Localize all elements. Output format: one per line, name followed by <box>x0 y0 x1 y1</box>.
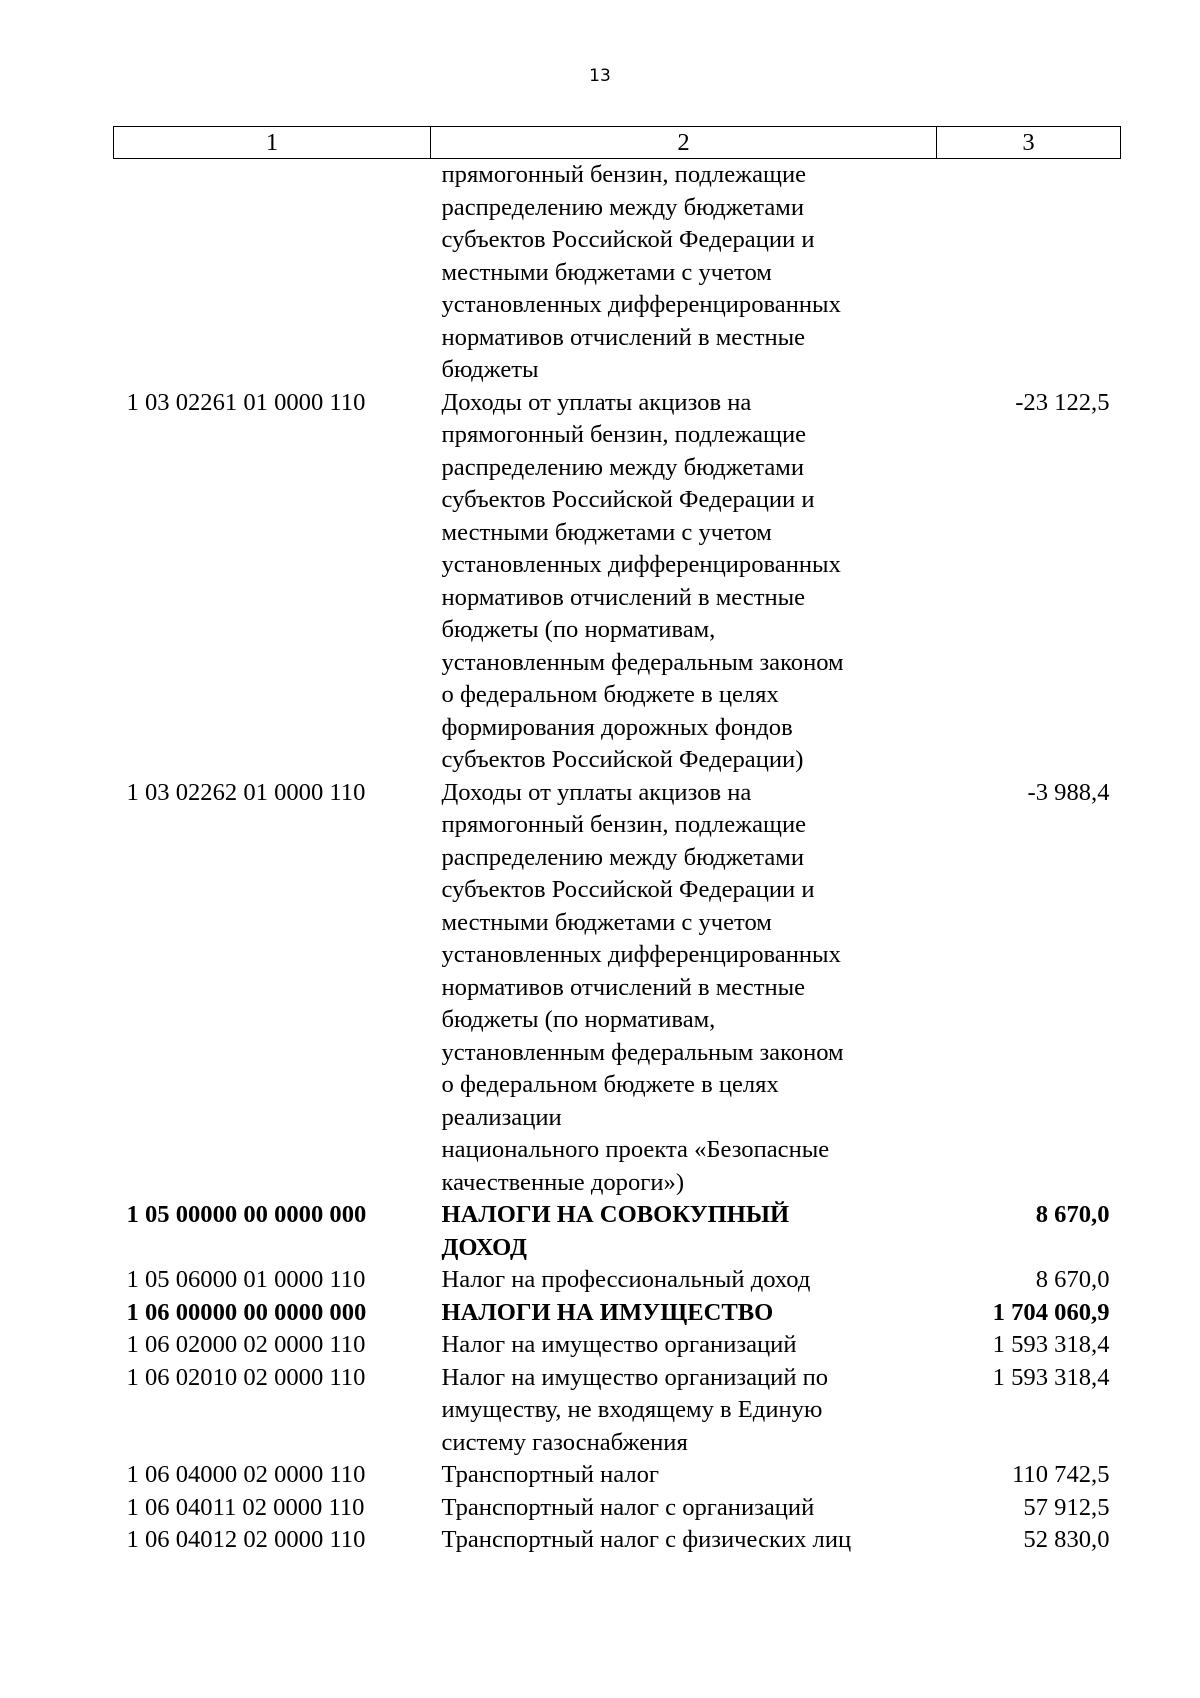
row-name <box>431 387 937 777</box>
row-name-line: Транспортный налог <box>441 1461 660 1488</box>
row-name-line: местными бюджетами с учетом <box>441 908 772 936</box>
row-name <box>431 1459 937 1492</box>
row-name-line: систему газоснабжения <box>441 1428 688 1456</box>
table-row <box>114 1329 1121 1362</box>
row-name-line: Налог на имущество организаций по <box>441 1363 829 1391</box>
table-header <box>114 127 1121 159</box>
row-name-line: Доходы от уплаты акцизов на <box>441 388 752 416</box>
table-row <box>114 1199 1121 1264</box>
row-name <box>431 1492 937 1525</box>
row-code <box>114 159 431 387</box>
table-row <box>114 1264 1121 1297</box>
row-name-line: установленных дифференцированных <box>441 291 841 318</box>
row-amount: 8 670,0 <box>1035 1201 1110 1228</box>
row-name <box>431 1199 937 1264</box>
table-row <box>114 777 1121 1200</box>
row-name-line: установленным федеральным законом <box>441 1038 844 1066</box>
row-amount: -3 988,4 <box>1027 778 1110 806</box>
table-row <box>114 1492 1121 1525</box>
row-name <box>431 777 937 1200</box>
row-code: 1 06 04012 02 0000 110 <box>126 1526 366 1553</box>
table-row <box>114 1459 1121 1492</box>
row-name-line: субъектов Российской Федерации) <box>441 746 804 773</box>
row-amount <box>937 159 1121 387</box>
row-amount: 8 670,0 <box>1035 1266 1110 1293</box>
row-code: 1 03 02262 01 0000 110 <box>126 778 366 806</box>
row-amount: -23 122,5 <box>1015 388 1110 416</box>
row-code: 1 06 02000 02 0000 110 <box>126 1331 366 1358</box>
row-code: 1 06 00000 00 0000 000 <box>126 1298 367 1326</box>
row-name-line: Транспортный налог с организаций <box>441 1493 815 1521</box>
row-name <box>431 1329 937 1362</box>
row-name-line: бюджеты (по нормативам, <box>441 1006 716 1033</box>
row-name-line: Налог на имущество организаций <box>441 1331 797 1358</box>
column-header-code: 1 <box>114 127 431 159</box>
header-row <box>114 127 1121 159</box>
row-name-line: субъектов Российской Федерации и <box>441 876 815 903</box>
row-name-line: установленных дифференцированных <box>441 551 841 578</box>
row-name <box>431 159 937 387</box>
table-row <box>114 387 1121 777</box>
row-name-line: качественные дороги») <box>441 1168 685 1196</box>
page-number: 13 <box>589 66 611 86</box>
table-row <box>114 1524 1121 1557</box>
row-amount: 57 912,5 <box>1023 1493 1110 1521</box>
column-header-name: 2 <box>431 127 937 159</box>
row-name-line: прямогонный бензин, подлежащие <box>441 421 807 448</box>
row-name-line: Налог на профессиональный доход <box>441 1266 811 1293</box>
row-name-line: распределению между бюджетами <box>441 453 804 481</box>
row-name-line: НАЛОГИ НА СОВОКУПНЫЙ <box>441 1201 790 1228</box>
revenue-table <box>113 126 1121 1557</box>
row-name-line: прямогонный бензин, подлежащие <box>441 161 807 188</box>
row-name-line: установленных дифференцированных <box>441 941 841 968</box>
row-name-line: бюджеты <box>441 356 539 383</box>
row-name-line: Доходы от уплаты акцизов на <box>441 778 752 806</box>
row-name-line: национального проекта «Безопасные <box>441 1136 830 1163</box>
row-name-line: субъектов Российской Федерации и <box>441 226 815 253</box>
row-name-line: распределению между бюджетами <box>441 193 804 221</box>
row-name-line: формирования дорожных фондов <box>441 713 793 741</box>
row-name-line: ДОХОД <box>441 1233 527 1261</box>
row-amount: 1 593 318,4 <box>992 1363 1110 1391</box>
row-name-line: субъектов Российской Федерации и <box>441 486 815 513</box>
row-name <box>431 1297 937 1330</box>
row-code: 1 05 00000 00 0000 000 <box>126 1201 367 1228</box>
row-name-line: местными бюджетами с учетом <box>441 258 772 286</box>
row-name-line: бюджеты (по нормативам, <box>441 616 716 643</box>
row-name-line: нормативов отчислений в местные <box>441 583 806 611</box>
row-name-line: нормативов отчислений в местные <box>441 973 806 1001</box>
row-name <box>431 1264 937 1297</box>
row-code: 1 03 02261 01 0000 110 <box>126 388 366 416</box>
column-header-amount: 3 <box>937 127 1121 159</box>
row-name-line: НАЛОГИ НА ИМУЩЕСТВО <box>441 1298 774 1326</box>
row-name <box>431 1362 937 1460</box>
row-code: 1 06 04000 02 0000 110 <box>126 1461 366 1488</box>
row-name-line: нормативов отчислений в местные <box>441 323 806 351</box>
row-name-line: прямогонный бензин, подлежащие <box>441 811 807 838</box>
row-amount: 1 704 060,9 <box>992 1298 1110 1326</box>
row-amount: 1 593 318,4 <box>992 1331 1110 1358</box>
row-name <box>431 1524 937 1557</box>
row-name-line: о федеральном бюджете в целях <box>441 1071 779 1098</box>
row-name-line: Транспортный налог с физических лиц <box>441 1526 852 1553</box>
row-name-line: местными бюджетами с учетом <box>441 518 772 546</box>
row-code: 1 06 04011 02 0000 110 <box>126 1493 365 1521</box>
row-name-line: имуществу, не входящему в Единую <box>441 1396 823 1423</box>
row-code: 1 06 02010 02 0000 110 <box>126 1363 366 1391</box>
row-amount: 110 742,5 <box>1012 1461 1110 1488</box>
table-row <box>114 1297 1121 1330</box>
row-name-line: реализации <box>441 1103 562 1131</box>
row-code: 1 05 06000 01 0000 110 <box>126 1266 366 1293</box>
table-row <box>114 1362 1121 1460</box>
row-name-line: установленным федеральным законом <box>441 648 844 676</box>
row-name-line: о федеральном бюджете в целях <box>441 681 779 708</box>
row-amount: 52 830,0 <box>1023 1526 1110 1553</box>
table-body <box>114 159 1121 1557</box>
table-row <box>114 159 1121 387</box>
row-name-line: распределению между бюджетами <box>441 843 804 871</box>
